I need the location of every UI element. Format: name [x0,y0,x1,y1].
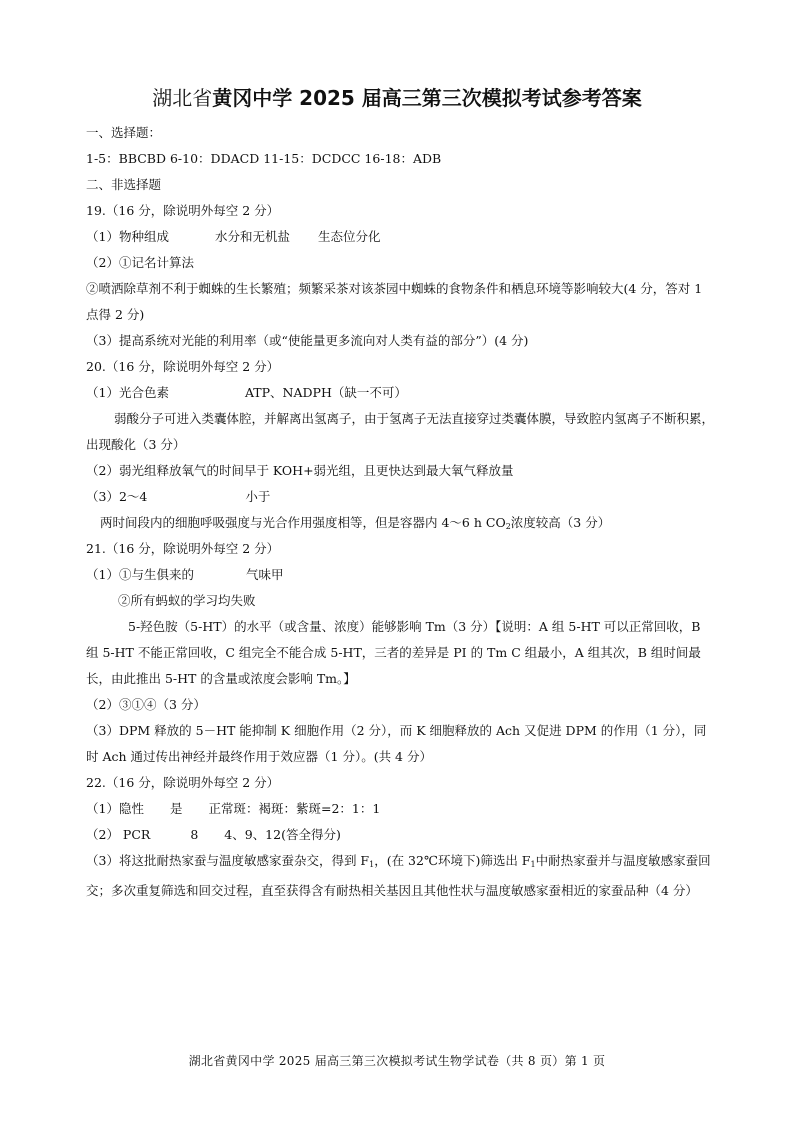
q21-part2: （2）③①④（3 分） [86,697,206,712]
title-prefix: 湖北省 [152,86,213,110]
f1-subscript-1: 1 [369,860,375,869]
q20-part1-c: 弱酸分子可进入类囊体腔，并解离出氢离子，由于氢离子无法直接穿过类囊体膜，导致腔内氢离子不断积累，出现酸化（3 分） [86,411,715,452]
q19-part1-a: （1）物种组成 [86,229,169,244]
q20-part3-b: 小于 [245,489,271,504]
q22-part3-post: 中耐热家蚕并与温度敏感家蚕回交；多次重复筛选和回交过程，直至获得含有耐热相关基因且其他性状与温度敏感家蚕相近的家蚕品种（4 分） [86,853,711,898]
q21-part1-d: 5-羟色胺（5-HT）的水平（或含量、浓度）能够影响 Tm（3 分）【说明：A 组 5-HT 可以正常回收，B 组 5-HT 不能正常回收，C 组完全不能合成 5-HT，三者的差异是 PI 的 Tm C 组最小，A 组其次，B 组时间最长，由此推出 5-HT 的含量或浓度会影响 Tm。】 [86,619,701,686]
q22-part1 [86,801,716,817]
q20-part3-c [100,515,730,535]
q22-part1-a: （1）隐性 [86,801,144,816]
q21-part1 [86,567,716,583]
q19-part1-c: 生态位分化 [317,229,381,244]
q20-part1-b: ATP、NADPH（缺一不可） [244,385,407,400]
multiple-choice-answers: 1-5：BBCBD 6-10：DDACD 11-15：DCDCC 16-18：ADB [86,151,442,166]
q19-part1 [86,229,716,245]
q22-part2-b: 8 [190,827,199,842]
q21-heading: 21.（16 分，除说明外每空 2 分） [86,541,280,556]
q20-part3-c-post: 浓度较高（3 分） [510,515,611,530]
co2-subscript: 2 [505,522,511,531]
q22-part3-pre: （3）将这批耐热家蚕与温度敏感家蚕杂交，得到 F [86,853,370,868]
q20-part3-c-pre: 两时间段内的细胞呼吸强度与光合作用强度相等，但是容器内 4～6 h CO [100,515,506,530]
q22-part1-c: 正常斑：褐斑：紫斑=2：1：1 [208,801,381,816]
q20-part3 [86,489,716,505]
q22-part1-b: 是 [169,801,183,816]
q20-part2: （2）弱光组释放氧气的时间早于 KOH+弱光组，且更快达到最大氧气释放量 [86,463,514,478]
q20-part1 [86,385,716,401]
q21-part1-c: ②所有蚂蚁的学习均失败 [118,593,256,608]
q19-heading: 19.（16 分，除说明外每空 2 分） [86,203,280,218]
q22-part2 [86,827,716,843]
q19-part2: （2）①记名计算法 [86,255,194,270]
q19-part3: （3）提高系统对光能的利用率（或“使能量更多流向对人类有益的部分”）(4 分) [86,333,529,348]
q21-part1-a: （1）①与生俱来的 [86,567,194,582]
q22-part2-c: 4、9、12(答全得分) [224,827,341,842]
section1-heading: 一、选择题： [86,125,162,140]
section2-heading: 二、非选择题 [86,177,162,192]
q22-part3 [86,848,716,904]
q19-part2-b: ②喷洒除草剂不利于蜘蛛的生长繁殖；频繁采茶对该茶园中蜘蛛的食物条件和栖息环境等影响较大(4 分，答对 1 点得 2 分) [86,281,703,322]
q22-heading: 22.（16 分，除说明外每空 2 分） [86,775,280,790]
q22-part2-a: （2） PCR [86,827,151,842]
q20-part3-a: （3）2～4 [86,489,148,504]
page-footer: 湖北省黄冈中学 2025 届高三第三次模拟考试生物学试卷（共 8 页）第 1 页 [188,1054,606,1068]
title-main: 黄冈中学 2025 届高三第三次模拟考试参考答案 [212,86,642,110]
f1-subscript-2: 1 [530,860,536,869]
q22-part3-mid: ，(在 32℃环境下)筛选出 F [374,853,531,868]
q21-part3: （3）DPM 释放的 5－HT 能抑制 K 细胞作用（2 分），而 K 细胞释放的 Ach 又促进 DPM 的作用（1 分），同时 Ach 通过传出神经并最终作用于效应器（1 分）。(共 4 分） [86,723,707,764]
page-title [0,82,794,111]
q19-part1-b: 水分和无机盐 [214,229,290,244]
q20-part1-a: （1）光合色素 [86,385,169,400]
q20-heading: 20.（16 分，除说明外每空 2 分） [86,359,280,374]
q21-part1-b: 气味甲 [245,567,284,582]
